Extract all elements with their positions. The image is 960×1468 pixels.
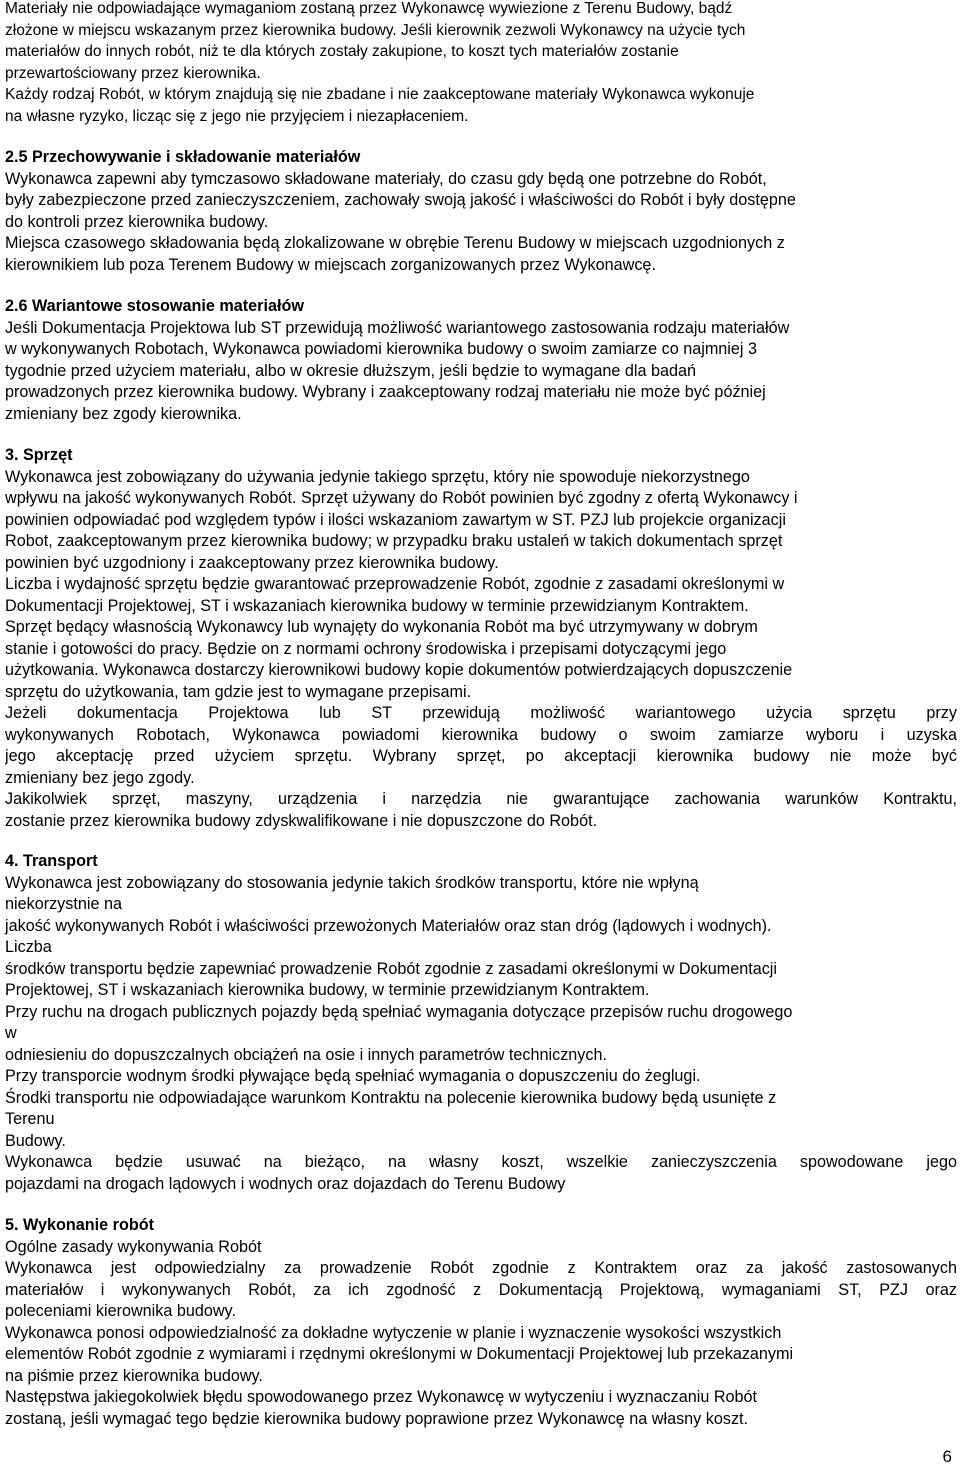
text-line: stanie i gotowości do pracy. Będzie on z normami ochrony środowiska i przepisami dotyczącymi jego [5, 639, 727, 658]
text-line: tygodnie przed użyciem materiału, albo w okresie dłuższym, jeśli będzie to wymagane dla badań [5, 361, 697, 380]
text-line: wpływu na jakość wykonywanych Robót. Sprzęt używany do Robót powinien być zgodny z ofertą Wykonawcy i [5, 489, 798, 507]
text-line: środków transportu będzie zapewniać prowadzenie Robót zgodnie z zasadami określonymi w Dokumentacji [5, 959, 777, 978]
text-line: Materiały nie odpowiadające wymaganiom zostaną przez Wykonawcę wywiezione z Terenu Budowy, bądź [5, 0, 733, 17]
text-line: Wykonawca ponosi odpowiedzialność za dokładne wytyczenie w planie i wyznaczenie wysokości wszystkich [5, 1323, 782, 1342]
text-line: jego akceptację przed użyciem sprzętu. Wybrany sprzęt, po akceptacji kierownika budowy nie może być [5, 747, 957, 765]
section-4 [5, 851, 957, 1195]
text-line: w wykonywanych Robotach, Wykonawca powiadomi kierownika budowy o swoim zamiarze co najmniej 3 [5, 340, 757, 358]
section-2-5 [5, 147, 957, 276]
text-line: poleceniami kierownika budowy. [5, 1302, 236, 1320]
page-number: 6 [942, 1447, 952, 1466]
intro-paragraph [5, 0, 957, 127]
text-line: prowadzonych przez kierownika budowy. Wybrany i zaakceptowany rodzaj materiału nie może być później [5, 383, 766, 401]
text-line: przewartościowany przez kierownika. [5, 64, 261, 82]
text-line: Wykonawca zapewni aby tymczasowo składowane materiały, do czasu gdy będą one potrzebne do Robót, [5, 169, 767, 188]
text-line: niekorzystnie na [5, 895, 122, 913]
text-line: Następstwa jakiegokolwiek błędu spowodowanego przez Wykonawcę w wytyczeniu i wyznaczaniu Robót [5, 1388, 758, 1406]
text-line: materiałów i wykonywanych Robót, za ich zgodność z Dokumentacją Projektową, wymaganiami ST, PZJ oraz [5, 1280, 957, 1299]
text-line: Sprzęt będący własnością Wykonawcy lub wynajęty do wykonania Robót ma być utrzymywany w dobrym [5, 618, 758, 636]
text-line: Środki transportu nie odpowiadające warunkom Kontraktu na polecenie kierownika budowy będą usunięte z [5, 1088, 777, 1107]
text-line: na piśmie przez kierownika budowy. [5, 1366, 263, 1385]
section-heading: 2.6 Wariantowe stosowanie materiałów [5, 297, 304, 315]
text-line: Dokumentacji Projektowej, ST i wskazaniach kierownika budowy w terminie przewidzianym Kontraktem. [5, 596, 749, 615]
text-line: Budowy. [5, 1131, 66, 1150]
text-line: do kontroli przez kierownika budowy. [5, 212, 269, 231]
text-line: Wykonawca jest zobowiązany do używania jedynie takiego sprzętu, który nie spowoduje niekorzystnego [5, 467, 750, 486]
section-heading: 3. Sprzęt [5, 446, 73, 464]
text-line: Jeżeli dokumentacja Projektowa lub ST przewidują możliwość wariantowego użycia sprzętu przy [5, 704, 957, 722]
text-line: jakość wykonywanych Robót i właściwości przewożonych Materiałów oraz stan dróg (lądowych i wodnych). [5, 916, 772, 935]
text-line: Wykonawca będzie usuwać na bieżąco, na własny koszt, wszelkie zanieczyszczenia spowodowane jego [5, 1153, 957, 1171]
text-line: Terenu [5, 1110, 55, 1128]
section-heading: 2.5 Przechowywanie i składowanie materiałów [5, 148, 361, 166]
text-line: Przy ruchu na drogach publicznych pojazdy będą spełniać wymagania dotyczące przepisów ruchu drogowego [5, 1002, 793, 1021]
text-line: odniesieniu do dopuszczalnych obciążeń na osie i innych parametrów technicznych. [5, 1045, 607, 1064]
text-line: Robot, zaakceptowanym przez kierownika budowy; w przypadku braku ustaleń w takich dokumentach sprzęt [5, 532, 783, 550]
text-line: Każdy rodzaj Robót, w którym znajdują się nie zbadane i nie zaakceptowane materiały Wykonawca wykonuje [5, 86, 755, 103]
text-line: powinien odpowiadać pod względem typów i ilości wskazaniom zawartym w ST. PZJ lub projekcie organizacji [5, 510, 786, 529]
section-heading: 5. Wykonanie robót [5, 1216, 155, 1234]
text-line: powinien być uzgodniony i zaakceptowany przez kierownika budowy. [5, 553, 499, 572]
text-line: Jeśli Dokumentacja Projektowa lub ST przewidują możliwość wariantowego zastosowania rodzaju materiałów [5, 318, 790, 337]
text-line: wykonywanych Robotach, Wykonawca powiadomi kierownika budowy o swoim zamiarze wyboru i uzyska [5, 725, 957, 744]
section-heading: 4. Transport [5, 852, 98, 870]
section-3 [5, 445, 957, 832]
text-line: elementów Robót zgodnie z wymiarami i rzędnymi określonymi w Dokumentacji Projektowej lub przekazanymi [5, 1345, 794, 1363]
section-5 [5, 1215, 957, 1430]
text-line: pojazdami na drogach lądowych i wodnych oraz dojazdach do Terenu Budowy [5, 1174, 566, 1193]
text-line: Projektowej, ST i wskazaniach kierownika budowy, w terminie przewidzianym Kontraktem. [5, 981, 650, 999]
text-line: Liczba i wydajność sprzętu będzie gwarantować przeprowadzenie Robót, zgodnie z zasadami określonymi w [5, 575, 785, 593]
text-line: Wykonawca jest odpowiedzialny za prowadzenie Robót zgodnie z Kontraktem oraz za jakość zastosowanych [5, 1259, 957, 1277]
text-line: Przy transporcie wodnym środki pływające będą spełniać wymagania o dopuszczeniu do żeglugi. [5, 1067, 701, 1085]
text-line: materiałów do innych robót, niż te dla których zostały zakupione, to koszt tych materiałów zostanie [5, 43, 679, 60]
text-line: Ogólne zasady wykonywania Robót [5, 1237, 262, 1256]
text-line: Miejsca czasowego składowania będą zlokalizowane w obrębie Terenu Budowy w miejscach uzgodnionych z [5, 234, 785, 252]
text-line: złożone w miejscu wskazanym przez kierownika budowy. Jeśli kierownik zezwoli Wykonawcy na użycie tych [5, 21, 746, 39]
text-line: na własne ryzyko, licząc się z jego nie przyjęciem i niezapłaceniem. [5, 107, 469, 125]
text-line: kierownikiem lub poza Terenem Budowy w miejscach zorganizowanych przez Wykonawcę. [5, 255, 656, 274]
text-line: sprzętu do użytkowania, tam gdzie jest to wymagane przepisami. [5, 682, 472, 701]
text-line: zmieniany bez jego zgody. [5, 768, 195, 787]
text-line: Jakikolwiek sprzęt, maszyny, urządzenia i narzędzia nie gwarantujące zachowania warunków Kontraktu, [5, 790, 957, 808]
text-line: użytkowania. Wykonawca dostarczy kierownikowi budowy kopie dokumentów potwierdzających dopuszczenie [5, 661, 793, 679]
text-line: zostanie przez kierownika budowy zdyskwalifikowane i nie dopuszczone do Robót. [5, 811, 598, 830]
section-2-6 [5, 296, 957, 425]
text-line: Liczba [5, 938, 52, 956]
text-line: w [5, 1024, 17, 1042]
text-line: były zabezpieczone przed zanieczyszczeniem, zachowały swoją jakość i właściwości do Robót i były dostępne [5, 191, 796, 209]
text-line: zostaną, jeśli wymagać tego będzie kierownika budowy poprawione przez Wykonawcę na własny koszt. [5, 1409, 749, 1428]
text-line: Wykonawca jest zobowiązany do stosowania jedynie takich środków transportu, które nie wpłyną [5, 873, 699, 892]
text-line: zmieniany bez zgody kierownika. [5, 404, 242, 423]
